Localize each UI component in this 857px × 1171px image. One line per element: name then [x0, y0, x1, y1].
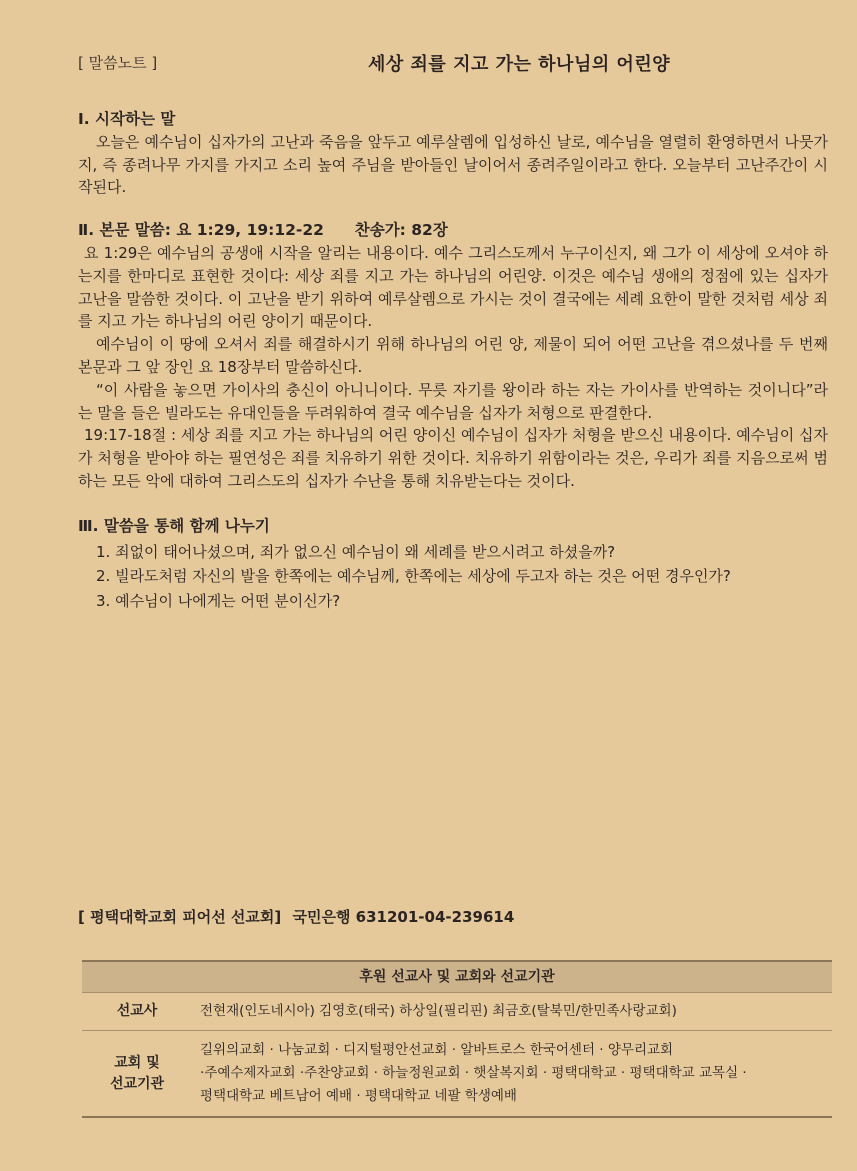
section-heading-intro: Ⅰ. 시작하는 말	[78, 110, 176, 128]
supporters-table	[82, 960, 832, 1118]
text-paragraph-2: 예수님이 이 땅에 오셔서 죄를 해결하시기 위해 하나님의 어린 양, 제물이 되어 어떤 고난을 겪으셨나를 두 번째 본문과 그 앞 장인 요 18장부터 말씀하신다.	[78, 335, 828, 376]
text-paragraph-1: 요 1:29은 예수님의 공생애 시작을 알리는 내용이다. 예수 그리스도께서 누구이신지, 왜 그가 이 세상에 오셔야 하는지를 한마디로 표현한 것이다: 세상 죄를 지고 가는 하나님의 어린양. 이것은 예수님 생애의 정점에 있는 십자가 고난을 말씀한 것이다. 이 고난을 받기 위하여 예루살렘으로 가시는 것이 결국에는 세례 요한이 말한 것처럼 세상 죄를 지고 가는 하나님의 어린 양이기 때문이다.	[78, 243, 828, 331]
table-row	[82, 993, 832, 1031]
account-label: [ 평택대학교회 피어선 선교회]	[78, 908, 282, 926]
scripture-reference: Ⅱ. 본문 말씀: 요 1:29, 19:12-22	[78, 221, 324, 240]
organization-label-line: 교회 및	[114, 1054, 160, 1071]
table-row	[82, 1031, 832, 1118]
intro-paragraph: 오늘은 예수님이 십자가의 고난과 죽음을 앞두고 예루살렘에 입성하신 날로, 예수님을 열렬히 환영하면서 나뭇가지, 즉 종려나무 가지를 가지고 소리 높여 주님을 받아들인 날이어서 종려주일이라고 한다. 오늘부터 고난주간이 시작된다.	[78, 132, 828, 197]
header	[78, 50, 797, 78]
organization-line: 길위의교회 · 나눔교회 · 디지털평안선교회 · 알바트로스 한국어센터 · 양무리교회	[200, 1042, 674, 1058]
section-heading-sharing: Ⅲ. 말씀을 통해 함께 나누기	[78, 516, 270, 535]
donation-account	[78, 906, 514, 927]
list-item: 3. 예수님이 나에게는 어떤 분이신가?	[96, 591, 341, 610]
bank-account-number: 국민은행 631201-04-239614	[292, 908, 515, 926]
list-item: 1. 죄없이 태어나셨으며, 죄가 없으신 예수님이 왜 세례를 받으시려고 하셨을까?	[96, 542, 616, 561]
list-item: 2. 빌라도처럼 자신의 발을 한쪽에는 예수님께, 한쪽에는 세상에 두고자 하는 것은 어떤 경우인가?	[96, 567, 731, 586]
supporters-heading: 후원 선교사 및 교회와 선교기관	[82, 960, 832, 993]
text-paragraph-3: “이 사람을 놓으면 가이사의 충신이 아니니이다. 무릇 자기를 왕이라 하는 자는 가이사를 반역하는 것이니다”라는 말을 들은 빌라도는 유대인들을 두려워하여 결국 예수님을 십자가 처형으로 판결한다.	[78, 380, 828, 422]
organization-line: 평택대학교 베트남어 예배 · 평택대학교 네팔 학생예배	[200, 1088, 517, 1104]
hymn-number: 찬송가: 82장	[354, 221, 448, 240]
missionary-label: 선교사	[116, 1003, 158, 1019]
sermon-content	[78, 108, 828, 613]
organization-line: ·주예수제자교회 ·주찬양교회 · 하늘정원교회 · 햇살복지회 · 평택대학교 · 평택대학교 교목실 ·	[200, 1065, 747, 1081]
question-list	[78, 540, 828, 614]
organization-label-line: 선교기관	[109, 1075, 165, 1092]
missionary-list: 전현재(인도네시아) 김영호(태국) 하상일(필리핀) 최금호(탈북민/한민족사랑교회)	[200, 1003, 677, 1019]
note-tag: [ 말씀노트 ]	[78, 54, 158, 72]
organization-list	[192, 1031, 832, 1116]
text-paragraph-4: 19:17-18절 : 세상 죄를 지고 가는 하나님의 어린 양이신 예수님이 십자가 처형을 받으신 내용이다. 예수님이 십자가 처형을 받아야 하는 필연성은 죄를 치유하기 위한 것이다. 치유하기 위함이라는 것은, 우리가 죄를 지음으로써 범하는 모든 악에 대하여 그리스도의 십자가 수난을 통해 치유받는다는 것이다.	[78, 426, 828, 490]
page-title: 세상 죄를 지고 가는 하나님의 어린양	[368, 54, 671, 75]
section-heading-text	[78, 219, 828, 242]
organization-label	[82, 1031, 192, 1116]
